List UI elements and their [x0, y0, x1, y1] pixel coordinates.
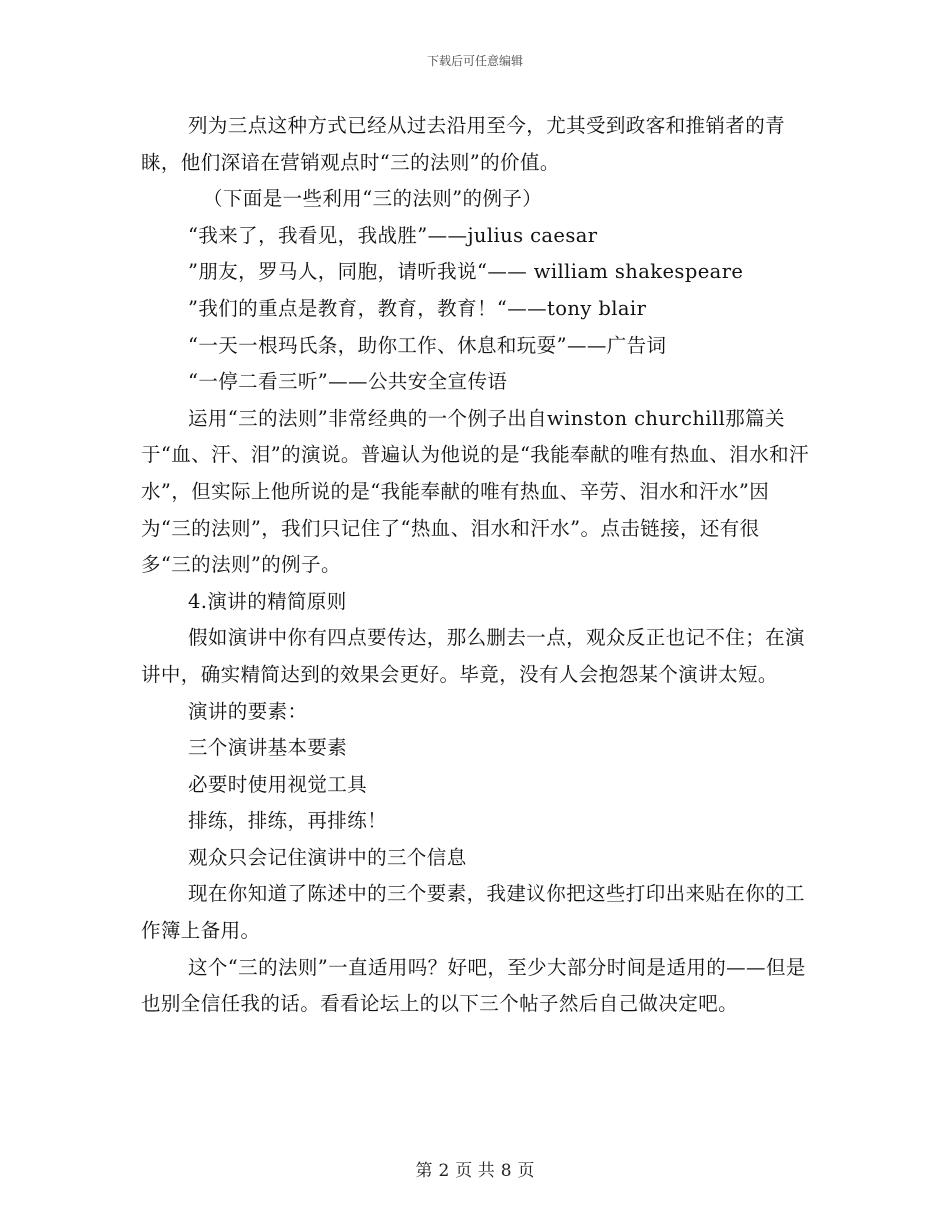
document-body: [141, 108, 809, 1023]
list-item: 三个演讲基本要素: [188, 736, 348, 760]
paragraph: 现在你知道了陈述中的三个要素，我建议你把这些打印出来贴在你的工作簿上备用。: [141, 882, 805, 943]
paragraph: 假如演讲中你有四点要传达，那么删去一点，观众反正也记不住；在演讲中，确实精简达到的效果会更好。毕竟，没有人会抱怨某个演讲太短。: [141, 626, 805, 686]
list-heading: 演讲的要素：: [188, 699, 308, 723]
footer-prefix: 第: [415, 1161, 433, 1181]
quote-line: “一停二看三听”——公共安全宣传语: [188, 370, 508, 394]
footer-suffix: 页: [517, 1161, 535, 1181]
quote-line: “我来了，我看见，我战胜”——julius caesar: [188, 223, 598, 247]
list-item: 必要时使用视觉工具: [188, 772, 368, 796]
page-total: 8: [500, 1161, 512, 1181]
page-footer: [0, 1156, 950, 1181]
page-number: 2: [438, 1161, 450, 1181]
list-item: 观众只会记住演讲中的三个信息: [188, 845, 467, 869]
quote-line: “一天一根玛氏条，助你工作、休息和玩耍”——广告词: [188, 333, 667, 357]
paragraph: 这个“三的法则”一直适用吗？好吧，至少大部分时间是适用的——但是也别全信任我的话。看看论坛上的以下三个帖子然后自己做决定吧。: [141, 955, 806, 1016]
list-item: 排练，排练，再排练！: [188, 809, 388, 833]
quote-line: ”我们的重点是教育，教育，教育！“——tony blair: [188, 296, 647, 320]
footer-middle: 页 共: [455, 1161, 495, 1181]
page-header: 下载后可任意编辑: [426, 54, 523, 68]
paragraph: 运用“三的法则”非常经典的一个例子出自winston churchill那篇关于“血、汗、泪”的演说。普遍认为他说的是“我能奉献的唯有热血、泪水和汗水”，但实际上他所说的是“我能奉献的唯有热血、辛劳、泪水和汗水”因为“三的法则”，我们只记住了“热血、泪水和汗水”。点击链接，还有很多“三的法则”的例子。: [141, 406, 809, 577]
quote-line: ”朋友，罗马人，同胞，请听我说“—— william shakespeare: [188, 260, 744, 284]
section-heading: 4.演讲的精简原则: [188, 589, 347, 613]
paragraph: 列为三点这种方式已经从过去沿用至今，尤其受到政客和推销者的青睐，他们深谙在营销观点时“三的法则”的价值。: [141, 114, 786, 174]
paragraph: （下面是一些利用“三的法则”的例子）: [203, 187, 543, 211]
